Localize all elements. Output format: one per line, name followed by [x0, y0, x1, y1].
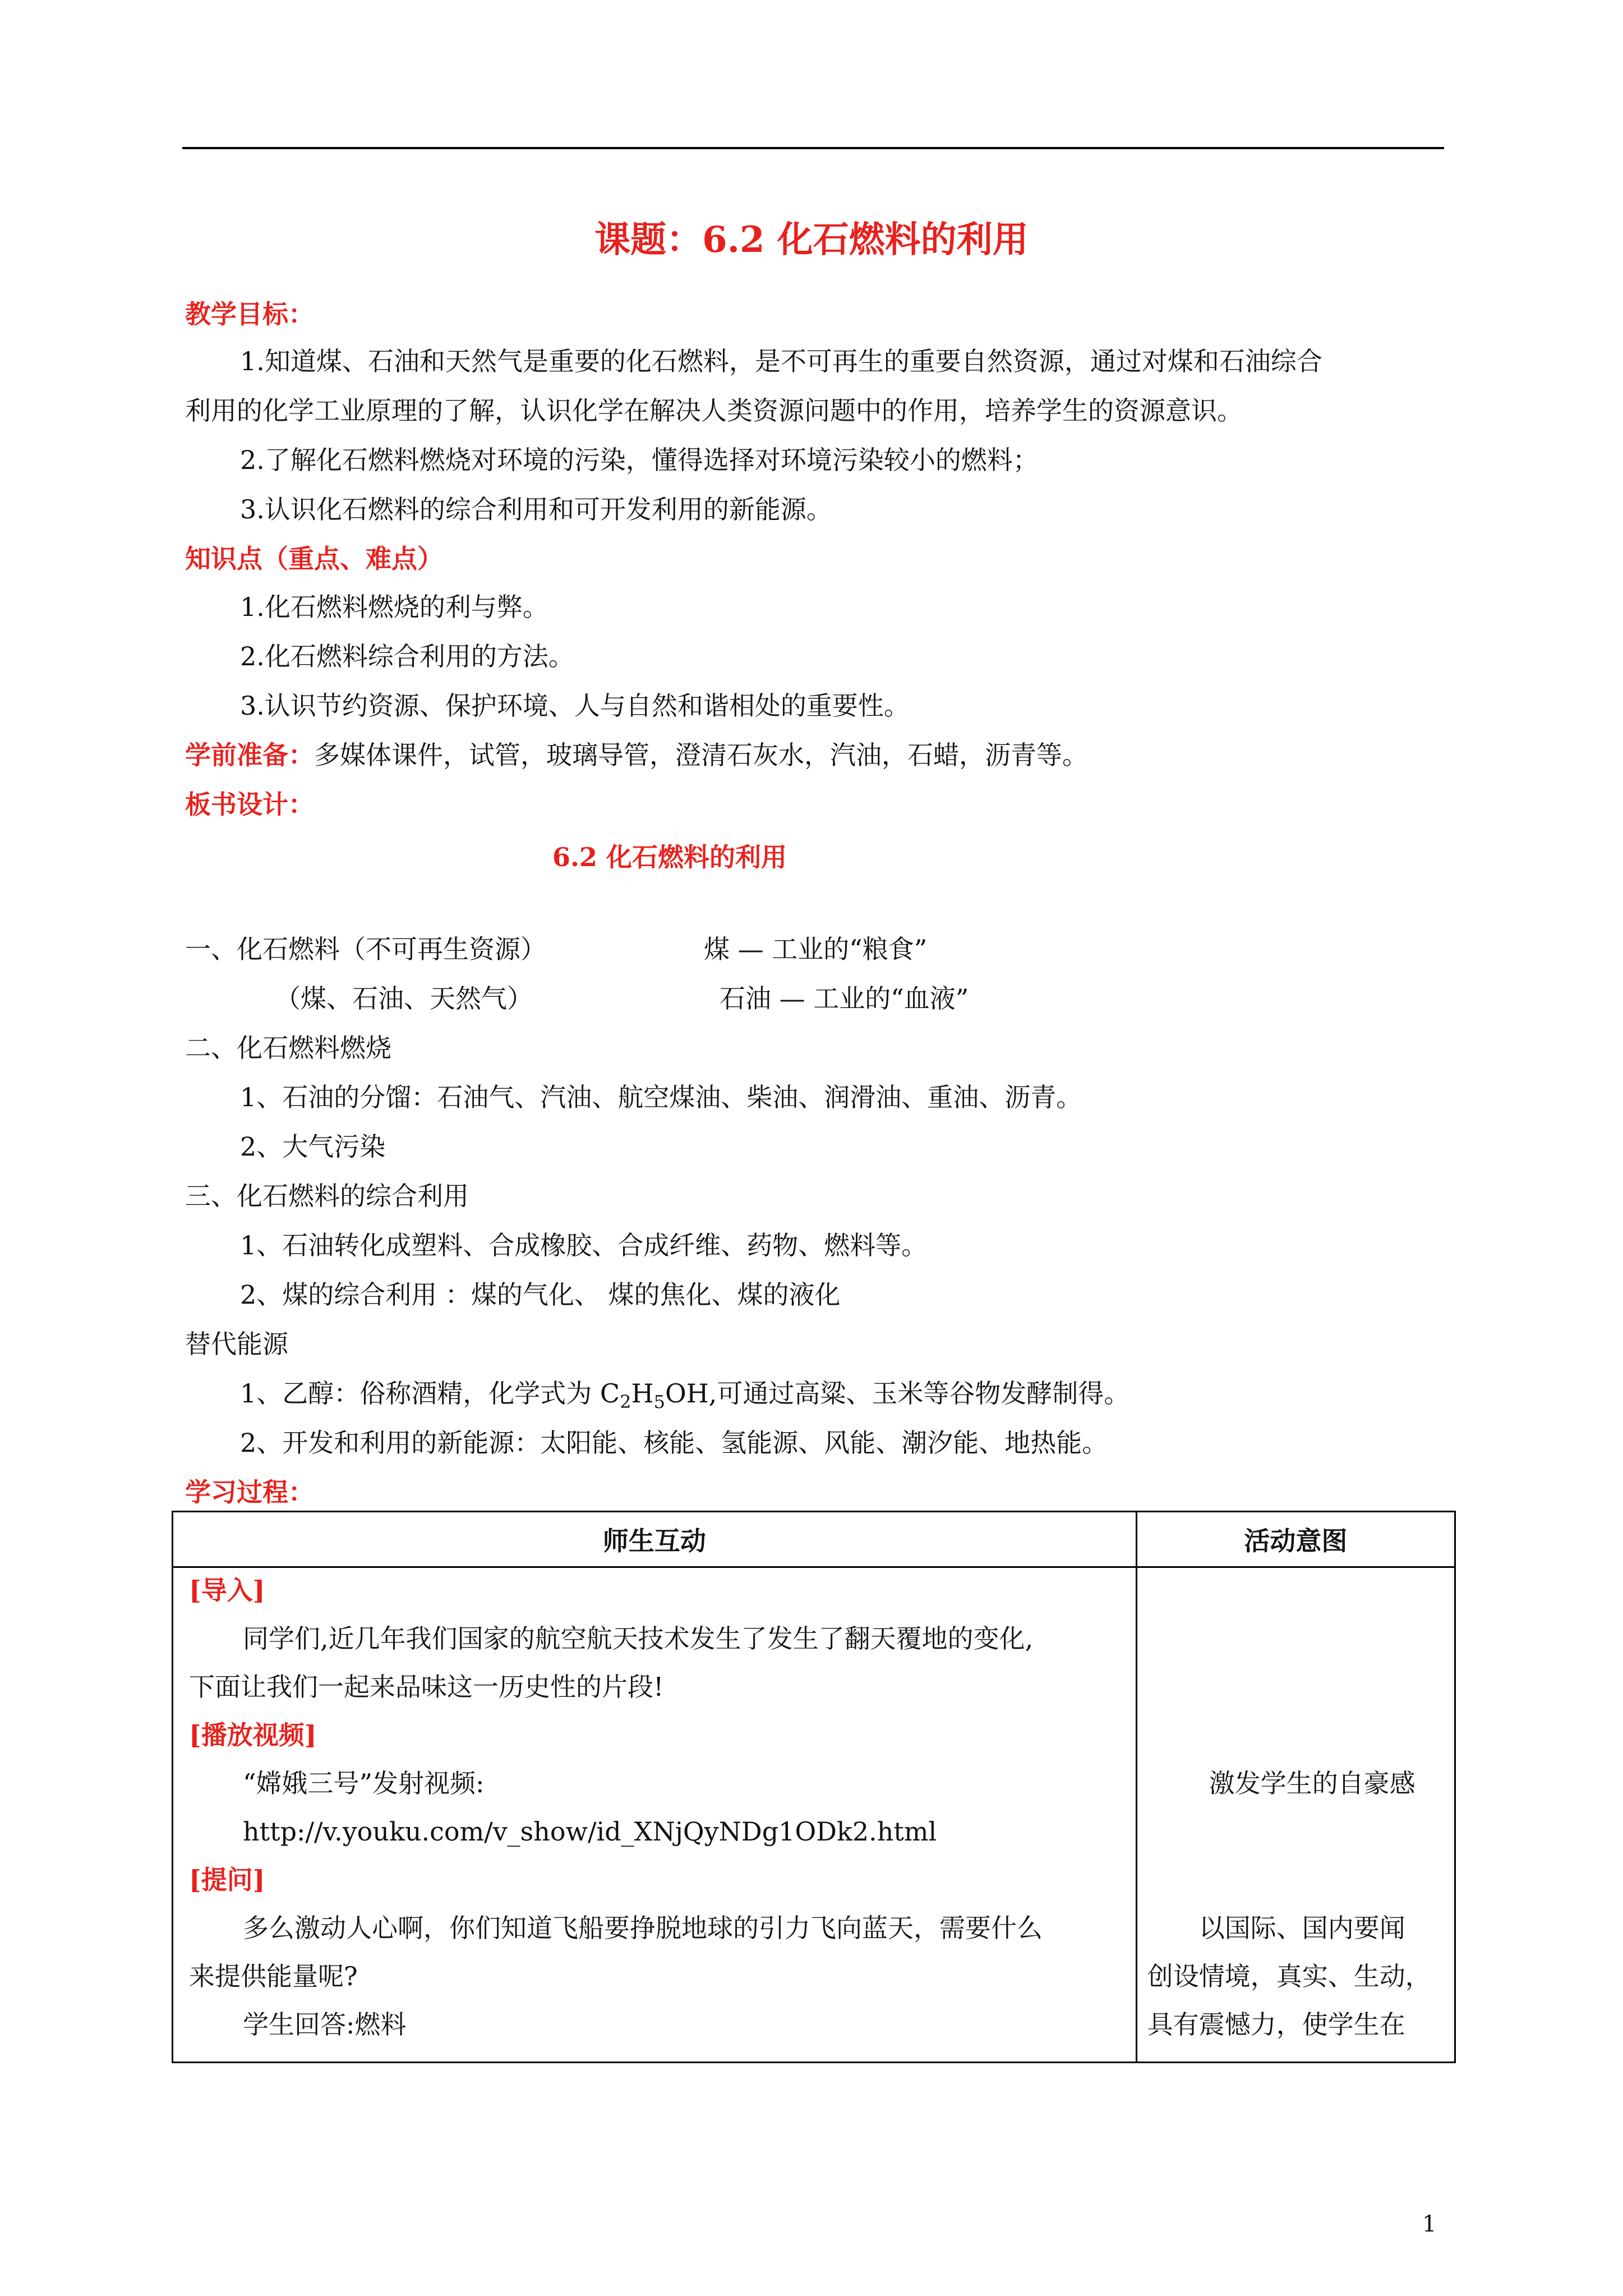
process-table: [172, 1511, 1456, 2063]
knowledge-item: 2.化石燃料综合利用的方法。: [240, 641, 574, 671]
header-rule: [182, 147, 1444, 149]
alt-1-part: H: [631, 1378, 654, 1409]
intro-line: 同学们,近几年我们国家的航空航天技术发生了发生了翻天覆地的变化,: [243, 1623, 1034, 1654]
board-s3: 三、化石燃料的综合利用: [185, 1181, 469, 1211]
objective-line: 3.认识化石燃料的综合利用和可开发利用的新能源。: [240, 494, 832, 524]
intent-line: 激发学生的自豪感: [1209, 1768, 1415, 1798]
knowledge-item: 3.认识节约资源、保护环境、人与自然和谐相处的重要性。: [240, 691, 910, 721]
alt-1-subscript: 2: [620, 1391, 631, 1412]
intent-cell: [1136, 1567, 1455, 2063]
table-header-interaction: 师生互动: [173, 1512, 1137, 1567]
board-alt-2: 2、开发和利用的新能源：太阳能、核能、氢能源、风能、潮汐能、地热能。: [240, 1428, 1108, 1458]
intent-line: 具有震憾力，使学生在: [1147, 2009, 1405, 2040]
board-s2: 二、化石燃料燃烧: [185, 1033, 391, 1063]
knowledge-heading: 知识点（重点、难点）: [185, 544, 443, 574]
objective-line: 1.知道煤、石油和天然气是重要的化石燃料，是不可再生的重要自然资源，通过对煤和石油综合: [240, 346, 1322, 376]
ask-line: 来提供能量呢?: [189, 1961, 358, 1991]
board-s3-1: 1、石油转化成塑料、合成橡胶、合成纤维、药物、燃料等。: [240, 1230, 928, 1260]
prep-heading: 学前准备：: [185, 740, 314, 770]
intent-line: 创设情境，真实、生动，: [1147, 1961, 1431, 1991]
prep-line: [185, 737, 1088, 773]
knowledge-item: 1.化石燃料燃烧的利与弊。: [240, 592, 548, 622]
objective-line: 2.了解化石燃料燃烧对环境的污染，懂得选择对环境污染较小的燃料；: [240, 445, 1039, 475]
alt-1-part: 1、乙醇：俗称酒精，化学式为 C: [240, 1378, 620, 1409]
board-s1b-right: 石油 — 工业的“血液”: [720, 983, 969, 1014]
board-heading: 板书设计：: [185, 789, 314, 820]
alt-1-subscript: 5: [653, 1391, 665, 1412]
prep-text: 多媒体课件，试管，玻璃导管，澄清石灰水，汽油，石蜡，沥青等。: [314, 740, 1088, 770]
video-tag: [播放视频]: [189, 1720, 317, 1750]
page-number: 1: [1422, 2211, 1437, 2237]
ask-line: 学生回答:燃料: [243, 2009, 407, 2040]
table-header-intent: 活动意图: [1136, 1512, 1455, 1567]
board-alt: 替代能源: [185, 1329, 288, 1359]
alt-1-part: OH,可通过高粱、玉米等谷物发酵制得。: [665, 1378, 1130, 1409]
board-s3-2: 2、煤的综合利用 ：煤的气化、 煤的焦化、煤的液化: [240, 1280, 841, 1310]
process-heading: 学习过程：: [185, 1477, 314, 1507]
video-url: http://v.youku.com/v_show/id_XNjQyNDg1ODk2.html: [243, 1816, 937, 1847]
ask-line: 多么激动人心啊，你们知道飞船要挣脱地球的引力飞向蓝天，需要什么: [243, 1913, 1043, 1943]
ask-tag: [提问]: [189, 1865, 265, 1895]
intro-tag: [导入]: [189, 1575, 265, 1605]
intro-line: 下面让我们一起来品味这一历史性的片段!: [189, 1672, 664, 1702]
intent-line: 以国际、国内要闻: [1198, 1913, 1405, 1943]
board-subtitle: 6.2 化石燃料的利用: [552, 842, 787, 872]
page-title: 课题：6.2 化石燃料的利用: [594, 219, 1029, 261]
board-s2-1: 1、石油的分馏：石油气、汽油、航空煤油、柴油、润滑油、重油、沥青。: [240, 1082, 1082, 1112]
video-line: “嫦娥三号”发射视频:: [243, 1768, 485, 1798]
board-s2-2: 2、大气污染: [240, 1131, 386, 1162]
interaction-cell: [173, 1567, 1137, 2063]
board-alt-1: [240, 1375, 1129, 1420]
objective-line: 利用的化学工业原理的了解，认识化学在解决人类资源问题中的作用，培养学生的资源意识。: [185, 395, 1243, 426]
board-s1b-left: （煤、石油、天然气）: [275, 983, 533, 1014]
board-s1-right: 煤 — 工业的“粮食”: [704, 934, 928, 964]
board-s1-left: 一、化石燃料（不可再生资源）: [185, 934, 546, 964]
objectives-heading: 教学目标：: [185, 299, 314, 329]
